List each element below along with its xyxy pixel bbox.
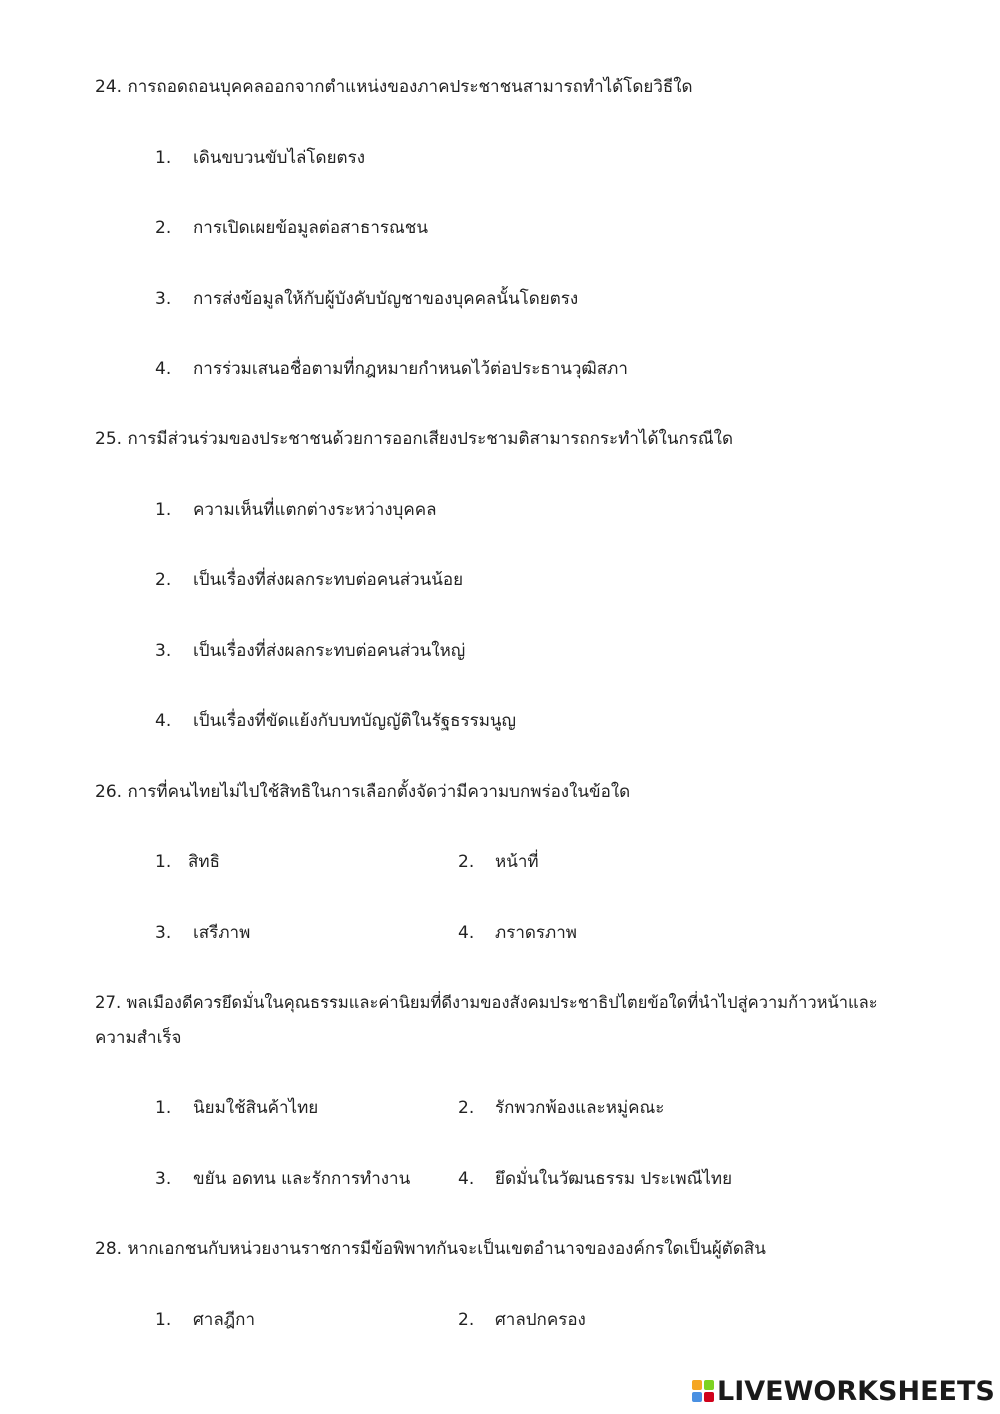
option-number: 4.: [458, 923, 475, 943]
option-number: 2.: [458, 1098, 475, 1118]
option-text[interactable]: ศาลปกครอง: [495, 1310, 586, 1330]
option-text[interactable]: ขยัน อดทน และรักการทำงาน: [193, 1169, 411, 1189]
question-27-line1: 27. พลเมืองดีควรยึดมั่นในคุณธรรมและค่านิยมที่ดีงามของสังคมประชาธิปไตยข้อใดที่นำไปสู่ความก้าวหน้าและ: [95, 993, 878, 1012]
option-text[interactable]: การร่วมเสนอชื่อตามที่กฎหมายกำหนดไว้ต่อประธานวุฒิสภา: [193, 359, 628, 379]
question-25: 25. การมีส่วนร่วมของประชาชนด้วยการออกเสียงประชามติสามารถกระทำได้ในกรณีใด: [95, 429, 733, 449]
logo-text: LIVEWORKSHEETS: [717, 1375, 995, 1407]
option-text[interactable]: เสรีภาพ: [193, 923, 251, 943]
option-text[interactable]: ยึดมั่นในวัฒนธรรม ประเพณีไทย: [495, 1169, 733, 1189]
option-text[interactable]: รักพวกพ้องและหมู่คณะ: [495, 1098, 665, 1118]
option-number: 1.: [155, 1310, 172, 1330]
option-number: 2.: [155, 218, 172, 238]
liveworksheets-logo: [692, 1374, 995, 1408]
option-number: 2.: [155, 570, 172, 590]
question-27-line2: ความสำเร็จ: [95, 1028, 182, 1048]
option-text[interactable]: เป็นเรื่องที่ส่งผลกระทบต่อคนส่วนใหญ่: [193, 641, 466, 661]
option-text[interactable]: การเปิดเผยข้อมูลต่อสาธารณชน: [193, 218, 428, 238]
option-text[interactable]: ภราดรภาพ: [495, 923, 578, 943]
option-text[interactable]: เป็นเรื่องที่ส่งผลกระทบต่อคนส่วนน้อย: [193, 570, 464, 590]
option-number: 1.: [155, 500, 172, 520]
option-number: 3.: [155, 923, 172, 943]
question-24: 24. การถอดถอนบุคคลออกจากตำแหน่งของภาคประชาชนสามารถทำได้โดยวิธีใด: [95, 77, 693, 97]
question-28: 28. หากเอกชนกับหน่วยงานราชการมีข้อพิพาทกันจะเป็นเขตอำนาจขององค์กรใดเป็นผู้ตัดสิน: [95, 1239, 766, 1259]
option-text[interactable]: ศาลฎีกา: [193, 1310, 256, 1330]
option-text[interactable]: สิทธิ: [188, 852, 220, 872]
option-text[interactable]: เป็นเรื่องที่ขัดแย้งกับบทบัญญัติในรัฐธรรมนูญ: [193, 711, 517, 731]
option-text[interactable]: การส่งข้อมูลให้กับผู้บังคับบัญชาของบุคคลนั้นโดยตรง: [193, 289, 579, 309]
option-number: 1.: [155, 1098, 172, 1118]
question-26: 26. การที่คนไทยไม่ไปใช้สิทธิในการเลือกตั้งจัดว่ามีความบกพร่องในข้อใด: [95, 782, 631, 802]
option-text[interactable]: หน้าที่: [495, 852, 539, 872]
option-number: 1.: [155, 852, 172, 872]
option-number: 4.: [155, 711, 172, 731]
option-number: 4.: [458, 1169, 475, 1189]
option-text[interactable]: ความเห็นที่แตกต่างระหว่างบุคคล: [193, 500, 437, 520]
option-number: 3.: [155, 641, 172, 661]
option-number: 4.: [155, 359, 172, 379]
logo-grid-icon: [692, 1380, 714, 1402]
option-number: 2.: [458, 1310, 475, 1330]
option-number: 3.: [155, 289, 172, 309]
option-text[interactable]: นิยมใช้สินค้าไทย: [193, 1098, 319, 1118]
option-number: 1.: [155, 148, 172, 168]
option-number: 3.: [155, 1169, 172, 1189]
option-text[interactable]: เดินขบวนขับไล่โดยตรง: [193, 148, 366, 168]
option-number: 2.: [458, 852, 475, 872]
